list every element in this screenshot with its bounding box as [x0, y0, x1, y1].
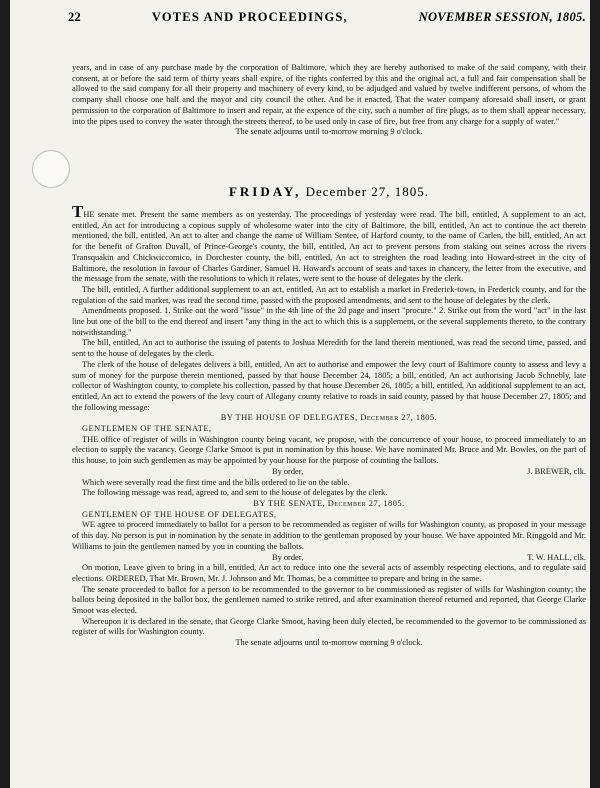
- day-heading-day: FRIDAY,: [228, 184, 302, 199]
- signature-by-order: By order,: [272, 552, 304, 562]
- binding-hole: [32, 150, 70, 188]
- paragraph: years, and in case of any purchase made by the corporation of Baltimore, which they are hereby authorised to make of the said company, with their consent, at or before the said term of thirty years shall expire, of the rights conferred by this and the original act, a full and fair compensation shall be allowed to the said company for all their property and machinery of every kind, to be adjudged and valued by twelve indifferent persons, of whom the company shall choose one half and the mayor and city council the other. And be it enacted, That the water company aforesaid shall insert, or grant permission to the corporation of Baltimore to insert and repair, at the expence of the city, such a number of fire plugs, as to them shall appear necessary, into the pipes used to convey the water through the streets thereof, to be used only in case of fire, but free from any charge for a supply of water.": [72, 63, 586, 126]
- day-heading-date: December 27, 1805.: [305, 184, 430, 199]
- message-body: WE agree to proceed immediately to ballot for a person to be recommended as register of wills for Washington county, as proposed in your message of this day. No person is put in nomination by the senate in addition to the gentleman proposed by your house. We have appointed Mr. Ringgold and Mr. Williams to join the gentlemen named by you in counting the ballots.: [72, 520, 586, 551]
- paragraph: The following message was read, agreed to, and sent to the house of delegates by the clerk.: [82, 488, 388, 498]
- paragraph-opening-text: HE senate met. Present the same members as on yesterday. The proceedings of yesterday were read. The bill, entitled, A supplement to an act, entitled, An act for introducing a copious supply of wholesome water into the city of Baltimore, the bill, entitled, An act to continue the act therein mentioned, the bill, entitled, An act to alter and change the name of William Sentee, of Harford county, to the name of Carlen, the bill, entitled, An act for the benefit of Grafton Duvall, of Prince-George's county, the bill, entitled, An act to prevent persons from staking out seines across the rivers Transquakin and Chickwiccomico, in Dorchester county, the bill, entitled, An act to streighten the road leading into Howard-street in the city of Baltimore, the resolution in favour of Charles Gardiner, Samuel H. Howard's account of seats and taxes in chancery, the letter from the executive, and the message from the senate, with the resolutions to which it relates, were sent to the house of delegates by the clerk.: [72, 210, 586, 284]
- proceedings-text-block: [72, 202, 586, 649]
- message-body: THE office of register of wills in Washington county being vacant, we propose, with the concurrence of your house, to proceed immediately to an election to supply the vacancy. George Clarke Smoot is put in nomination by this house. We have nominated Mr. Bruce and Mr. Bowles, on the part of this house, to join such gentlemen as may be appointed by your house for the purpose of counting the ballots.: [72, 434, 586, 466]
- session-label: NOVEMBER SESSION, 1805.: [418, 10, 586, 24]
- signature-by-order: By order,: [272, 466, 304, 476]
- continued-text-block: [72, 63, 586, 138]
- day-heading: [72, 184, 586, 200]
- signature-clerk: T. W. HALL, clk.: [527, 552, 586, 562]
- running-title: VOTES AND PROCEEDINGS,: [151, 10, 348, 24]
- adjournment-note: The senate adjourns until to-morrow morning 9 o'clock.: [235, 638, 423, 648]
- paragraph: Whereupon it is declared in the senate, that George Clarke Smoot, having been duly elected, be recommended to the governor to be commissioned as register of wills for Washington county.: [72, 616, 586, 637]
- message-signature: [72, 467, 586, 478]
- paragraph: Amendments proposed. 1. Strike out the word "issue" in the 4th line of the 2d page and insert "procure." 2. Strike out from the word "act" in the last line but one of the bill to the end thereof and insert "any thing in the act to which this is a supplement, or the several supplements thereto, to the contrary notwithstanding.": [72, 306, 586, 337]
- paragraph: The bill, entitled, A further additional supplement to an act, entitled, An act to establish a market in Frederick-town, in Frederick county, and for the regulation of the said market, was read the second time, passed with the proposed amendments, and sent to the house of delegates by the clerk.: [72, 284, 586, 305]
- paragraph-opening: [72, 202, 586, 285]
- page-number: 22: [68, 10, 82, 24]
- message-salutation: GENTLEMEN OF THE SENATE,: [82, 424, 212, 434]
- signature-clerk: J. BREWER, clk.: [527, 466, 586, 476]
- document-page: [10, 0, 590, 788]
- message-heading: BY THE SENATE, December 27, 1805.: [253, 498, 405, 508]
- paragraph: The senate proceeded to ballot for a person to be recommended to the governor to be commissioned as register of wills for Washington county; the ballots being deposited in the ballot box, the gentlemen named to strike retired, and after examination thereof returned and reported, that George Clarke Smoot was elected.: [72, 584, 586, 616]
- paragraph: The clerk of the house of delegates delivers a bill, entitled, An act to authorise and empower the levy court of Baltimore county to assess and levy a sum of money for the purpose therein mentioned, passed by that house December 24, 1805; a bill, entitled, An act authorising Jacob Schnebly, late collector of Washington county, to complete his collection, passed by that house December 26, 1805; a bill, entitled, An additional supplement to an act, entitled, An act to extend the powers of the levy court of Allegany county relative to roads in said county, passed by that house December 27, 1805; and the following message:: [72, 359, 586, 412]
- page-header: [68, 10, 586, 25]
- message-salutation: GENTLEMEN OF THE HOUSE OF DELEGATES,: [82, 509, 277, 519]
- drop-cap: T: [72, 202, 84, 221]
- message-heading: BY THE HOUSE OF DELEGATES, December 27, 1805.: [220, 413, 438, 423]
- paragraph: The bill, entitled, An act to authorise the issuing of patents to Joshua Meredith for the land therein mentioned, was read the second time, passed, and sent to the house of delegates by the clerk.: [72, 338, 586, 359]
- paragraph: On motion, Leave given to bring in a bill, entitled, An act to reduce into one the several acts of assembly respecting elections, and to regulate said elections. ORDERED, That Mr. Brown, Mr. J. Johnson and Mr. Thomas, be a committee to prepare and bring in the same.: [72, 563, 586, 583]
- adjournment-note: The senate adjourns until to-morrow morning 9 o'clock.: [235, 127, 423, 137]
- paragraph: Which were severally read the first time and the bills ordered to lie on the table.: [82, 477, 350, 487]
- message-signature: [72, 553, 586, 564]
